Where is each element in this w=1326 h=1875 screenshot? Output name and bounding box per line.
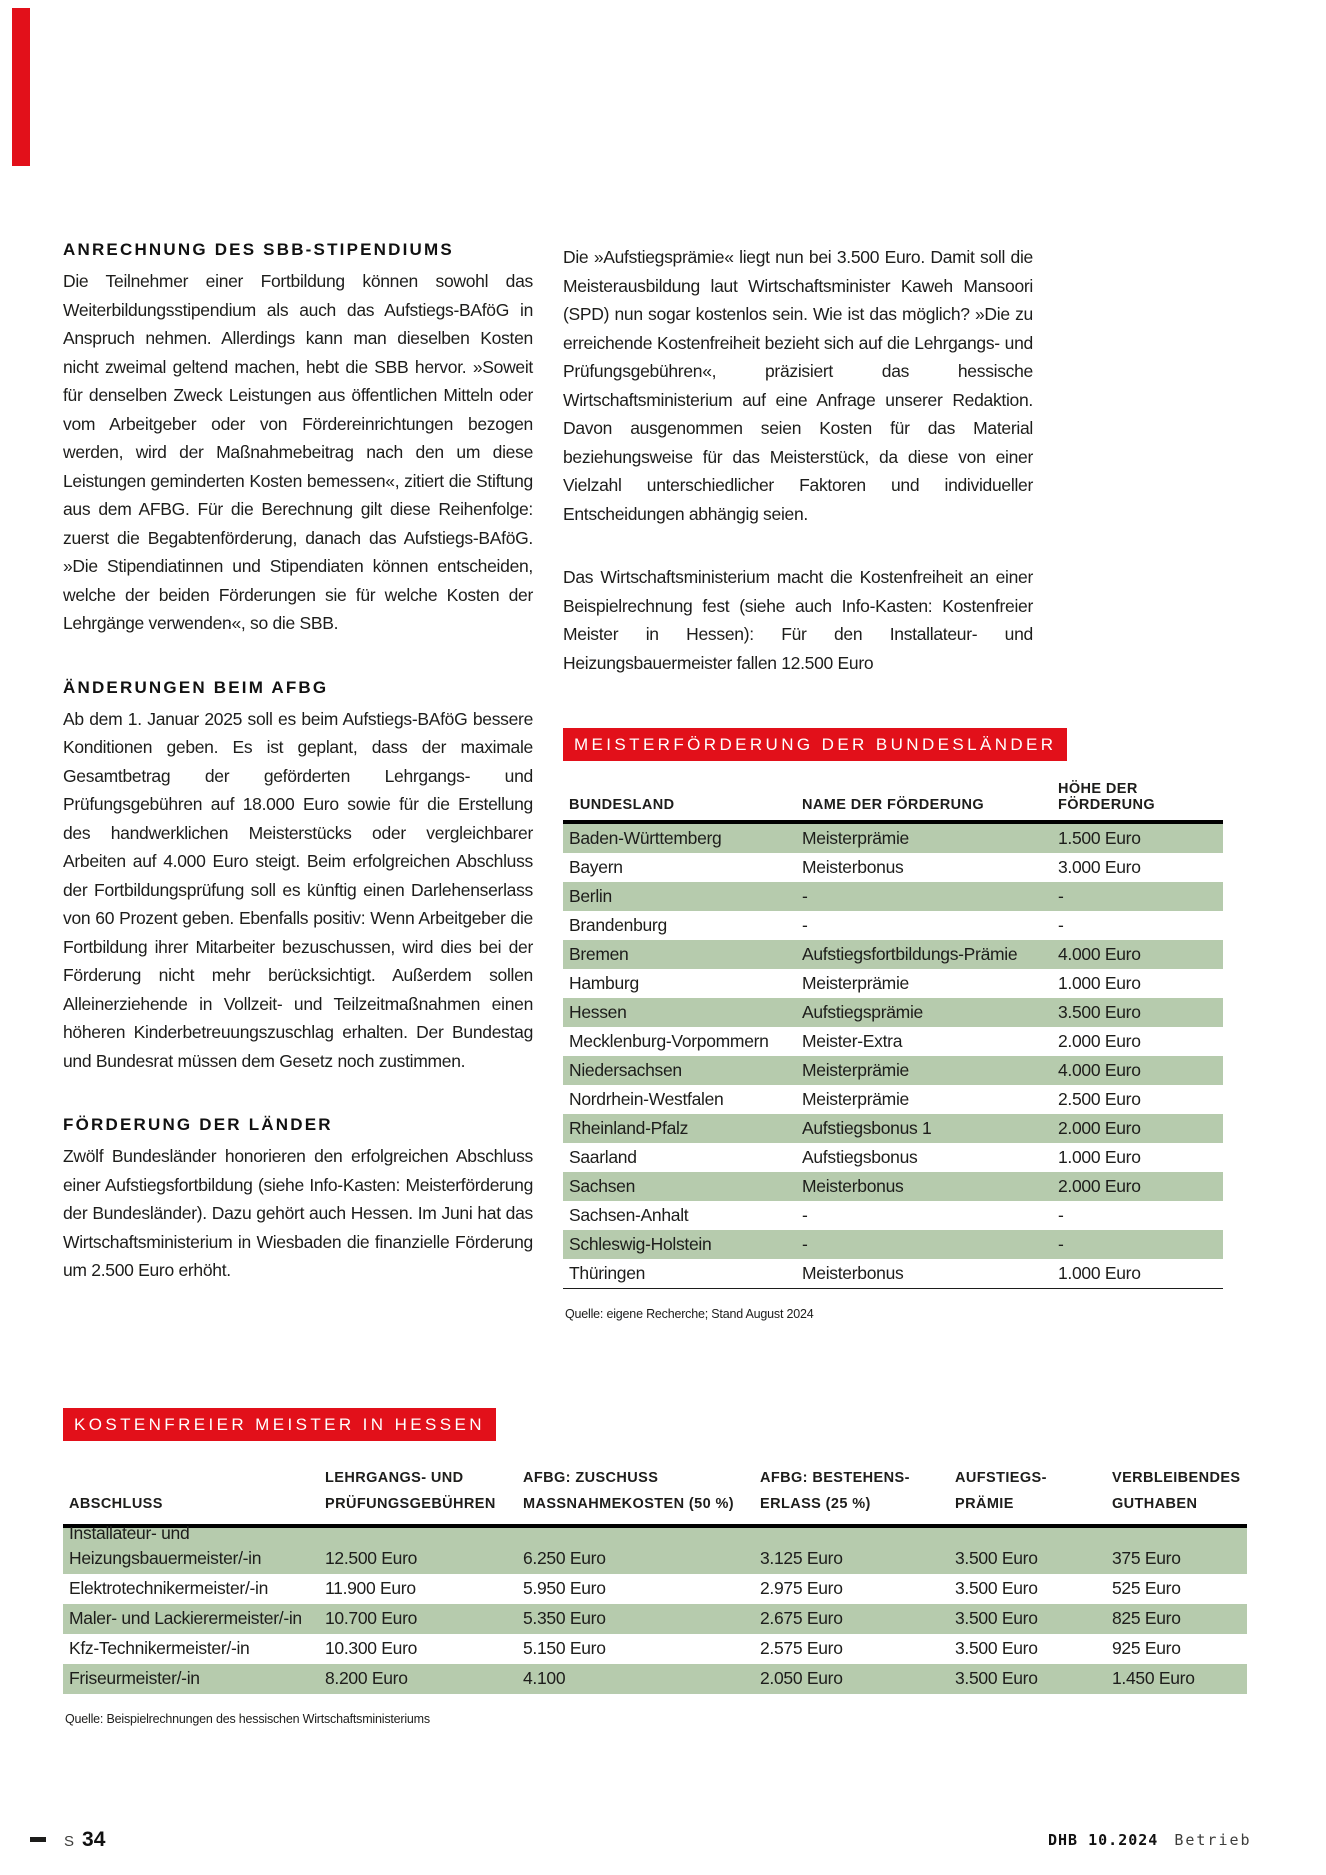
table-cell: 2.000 Euro — [1058, 1118, 1141, 1138]
table-cell: 1.500 Euro — [1058, 828, 1141, 848]
article-section — [63, 240, 533, 638]
article-section — [63, 678, 533, 1076]
table-row — [563, 1143, 1223, 1172]
table-cell: Kfz-Technikermeister/-in — [69, 1638, 250, 1658]
table-row — [563, 1172, 1223, 1201]
table-header-row — [563, 781, 1223, 824]
table-cell: 8.200 Euro — [325, 1668, 408, 1688]
table-cell: Berlin — [569, 886, 612, 906]
table-cell: Meisterbonus — [802, 1176, 904, 1196]
table-cell: Aufstiegsfortbildungs-Prämie — [802, 944, 1018, 964]
footer-section-label: Betrieb — [1174, 1831, 1252, 1849]
table-cell: - — [1058, 1234, 1064, 1254]
column-header: AFBG: ZUSCHUSS MASSNAHMEKOSTEN (50 %) — [523, 1470, 735, 1512]
table-cell: - — [1058, 915, 1064, 935]
table-source-note: Quelle: Beispielrechnungen des hessischen Wirtschaftsministeriums — [65, 1712, 430, 1726]
footer-page-value: 34 — [82, 1828, 106, 1851]
table-cell: Meisterprämie — [802, 1089, 909, 1109]
table-cell: Installateur- und Heizungsbauermeister/-in — [69, 1523, 262, 1568]
table-cell: Hessen — [569, 1002, 627, 1022]
section-heading: ANRECHNUNG DES SBB-STIPENDIUMS — [63, 240, 454, 259]
table-cell: Bremen — [569, 944, 629, 964]
table-row — [563, 1114, 1223, 1143]
table-cell: 1.000 Euro — [1058, 1263, 1141, 1283]
section-body: Die Teilnehmer einer Fortbildung können sowohl das Weiterbildungsstipendium als auch das Aufstiegs-BAföG in Anspruch nehmen. Allerdings kann man dieselben Kosten nicht zweimal geltend machen, hebt die SBB hervor. »Soweit für denselben Zweck Leistungen aus öffentlichen Mitteln oder vom Arbeitgeber oder von Fördereinrichtungen bezogen werden, wird der Maßnahmebeitrag nach den um diese Leistungen geminderten Kosten bemessen«, zitiert die Stiftung aus dem AFBG. Für die Berechnung gilt diese Reihenfolge: zuerst die Begabtenförderung, danach das Aufstiegs-BAföG. »Die Stipendiatinnen und Stipendiaten können entscheiden, welche der beiden Förderungen sie für welche Kosten der Lehrgänge verwenden«, so die SBB. — [63, 271, 533, 633]
table-cell: 3.000 Euro — [1058, 857, 1141, 877]
infobox-title-banner: KOSTENFREIER MEISTER IN HESSEN — [63, 1408, 496, 1441]
table-cell: Sachsen-Anhalt — [569, 1205, 689, 1225]
table-row — [63, 1523, 1247, 1574]
table-row — [563, 853, 1223, 882]
column-header: AFBG: BESTEHENS- ERLASS (25 %) — [760, 1470, 910, 1512]
table-cell: 825 Euro — [1112, 1608, 1181, 1628]
table-cell: Meisterprämie — [802, 973, 909, 993]
section-body: Die »Aufstiegsprämie« liegt nun bei 3.500 Euro. Damit soll die Meisterausbildung laut Wirtschaftsminister Kaweh Mansoori (SPD) nun sogar kostenlos sein. Wie ist das möglich? »Die zu erreichende Kostenfreiheit bezieht sich auf die Lehrgangs- und Prüfungsgebühren«, präzisiert das hessische Wirtschaftsministerium auf eine Anfrage unserer Redaktion. Davon ausgenommen seien Kosten für das Material beziehungsweise für das Meisterstück, da diese von einer Vielzahl unterschiedlicher Faktoren und individueller Entscheidungen abhängig seien. — [563, 247, 1033, 524]
section-heading: FÖRDERUNG DER LÄNDER — [63, 1115, 333, 1134]
table-cell: Meisterprämie — [802, 828, 909, 848]
table-cell: Aufstiegsbonus — [802, 1147, 918, 1167]
table-cell: 1.000 Euro — [1058, 973, 1141, 993]
table-cell: Elektrotechnikermeister/-in — [69, 1578, 269, 1598]
table-cell: 3.500 Euro — [955, 1668, 1038, 1688]
footer-issue-label: DHB 10.2024 — [1048, 1831, 1159, 1849]
table-cell: 2.500 Euro — [1058, 1089, 1141, 1109]
table-cell: Mecklenburg-Vorpommern — [569, 1031, 769, 1051]
article-section — [63, 1115, 533, 1285]
column-header: AUFSTIEGS- PRÄMIE — [955, 1470, 1047, 1512]
table-cell: 1.450 Euro — [1112, 1668, 1195, 1688]
table-cell: 925 Euro — [1112, 1638, 1181, 1658]
table-cell: 375 Euro — [1112, 1548, 1181, 1568]
table-cell: Baden-Württemberg — [569, 828, 722, 848]
table-cell: Schleswig-Holstein — [569, 1234, 712, 1254]
table-cell: Bayern — [569, 857, 623, 877]
table-cell: 1.000 Euro — [1058, 1147, 1141, 1167]
table-cell: 3.500 Euro — [1058, 1002, 1141, 1022]
table-cell: 3.500 Euro — [955, 1548, 1038, 1568]
table-cell: 5.150 Euro — [523, 1638, 606, 1658]
article-column-left — [63, 240, 533, 1325]
table-cell: 10.300 Euro — [325, 1638, 418, 1658]
table-cell: 2.050 Euro — [760, 1668, 843, 1688]
table-row — [563, 969, 1223, 998]
table-cell: Meister-Extra — [802, 1031, 903, 1051]
column-header: HÖHE DER FÖRDERUNG — [1058, 781, 1156, 813]
section-body: Ab dem 1. Januar 2025 soll es beim Aufstiegs-BAföG bessere Konditionen geben. Es ist geplant, dass der maximale Gesamtbetrag der geförderten Lehrgangs- und Prüfungsgebühren auf 18.000 Euro sowie für die Erstellung des handwerklichen Meisterstücks oder vergleichbarer Arbeiten auf 4.000 Euro steigt. Beim erfolgreichen Abschluss der Fortbildungsprüfung soll es künftig einen Darlehenserlass von 60 Prozent geben. Ebenfalls positiv: Wenn Arbeitgeber die Fortbildung ihrer Mitarbeiter bezuschussen, wird dies bei der Förderung nicht mehr berücksichtigt. Außerdem sollen Alleinerziehende in Vollzeit- und Teilzeitmaßnahmen einen höheren Kinderbetreuungszuschlag erhalten. Der Bundestag und Bundesrat müssen dem Gesetz noch zustimmen. — [63, 708, 533, 1071]
column-header: NAME DER FÖRDERUNG — [802, 797, 985, 813]
table-row — [63, 1574, 1247, 1604]
table-cell: - — [802, 886, 808, 906]
table-cell: Niedersachsen — [569, 1060, 682, 1080]
table-cell: 12.500 Euro — [325, 1548, 418, 1568]
table-row — [563, 824, 1223, 853]
column-header: VERBLEIBENDES GUTHABEN — [1112, 1470, 1241, 1512]
footer-dash-icon — [30, 1837, 46, 1842]
column-header: BUNDESLAND — [569, 797, 675, 813]
article-column-right — [563, 243, 1033, 712]
table-cell: 4.100 — [523, 1668, 566, 1688]
table-source-note: Quelle: eigene Recherche; Stand August 2024 — [565, 1307, 814, 1321]
section-body: Zwölf Bundesländer honorieren den erfolgreichen Abschluss einer Aufstiegsfortbildung (siehe Info-Kasten: Meisterförderung der Bundesländer). Dazu gehört auch Hessen. Im Juni hat das Wirtschaftsministerium in Wiesbaden die finanzielle Förderung um 2.500 Euro erhöht. — [63, 1146, 533, 1280]
table-cell: Rheinland-Pfalz — [569, 1118, 689, 1138]
table-cell: 5.350 Euro — [523, 1608, 606, 1628]
table-cell: 2.000 Euro — [1058, 1176, 1141, 1196]
table-row — [563, 1085, 1223, 1114]
table-header-row — [63, 1465, 1247, 1528]
table-cell: - — [802, 1205, 808, 1225]
table-cell: Nordrhein-Westfalen — [569, 1089, 724, 1109]
footer-page-number — [64, 1828, 105, 1852]
table-cell: 2.000 Euro — [1058, 1031, 1141, 1051]
table-cell: 3.500 Euro — [955, 1578, 1038, 1598]
infobox-title-banner: MEISTERFÖRDERUNG DER BUNDESLÄNDER — [563, 728, 1067, 761]
table-cell: 3.500 Euro — [955, 1638, 1038, 1658]
page-edge-marker — [12, 8, 30, 166]
table-row — [63, 1664, 1247, 1694]
table-row — [563, 1259, 1223, 1289]
table-row — [563, 1056, 1223, 1085]
table-row — [563, 911, 1223, 940]
section-heading: ÄNDERUNGEN BEIM AFBG — [63, 677, 329, 697]
table-row — [563, 882, 1223, 911]
table-cell: - — [802, 915, 808, 935]
table-cell: Saarland — [569, 1147, 637, 1167]
table-row — [563, 998, 1223, 1027]
table-cell: 4.000 Euro — [1058, 944, 1141, 964]
table-cell: Aufstiegsbonus 1 — [802, 1118, 932, 1138]
table-cell: Hamburg — [569, 973, 639, 993]
table-row — [563, 1027, 1223, 1056]
table-cell: - — [1058, 1205, 1064, 1225]
table-cell: 3.500 Euro — [955, 1608, 1038, 1628]
infobox-kostenfreier-meister — [63, 1408, 1247, 1726]
table-cell: 3.125 Euro — [760, 1548, 843, 1568]
table-cell: 2.975 Euro — [760, 1578, 843, 1598]
table-cell: 525 Euro — [1112, 1578, 1181, 1598]
table-row — [63, 1634, 1247, 1664]
footer-issue-info — [1048, 1831, 1252, 1849]
table-cell: 10.700 Euro — [325, 1608, 418, 1628]
table-cell: Sachsen — [569, 1176, 636, 1196]
table-cell: 5.950 Euro — [523, 1578, 606, 1598]
column-header: ABSCHLUSS — [69, 1496, 163, 1512]
table-cell: 2.575 Euro — [760, 1638, 843, 1658]
infobox-meisterfoerderung — [563, 728, 1223, 1321]
footer-page-prefix: S — [64, 1833, 76, 1850]
table-row — [63, 1604, 1247, 1634]
table-row — [563, 940, 1223, 969]
table-cell: 2.675 Euro — [760, 1608, 843, 1628]
table-cell: Aufstiegsprämie — [802, 1002, 923, 1022]
table-cell: Meisterprämie — [802, 1060, 909, 1080]
table-cell: Thüringen — [569, 1263, 646, 1283]
column-header: LEHRGANGS- UND PRÜFUNGSGEBÜHREN — [325, 1470, 496, 1512]
table-cell: - — [1058, 886, 1064, 906]
table-cell: - — [802, 1234, 808, 1254]
table-cell: Meisterbonus — [802, 857, 904, 877]
table-cell: Brandenburg — [569, 915, 667, 935]
table-cell: Friseurmeister/-in — [69, 1668, 200, 1688]
table-cell: 11.900 Euro — [325, 1578, 416, 1598]
table-row — [563, 1201, 1223, 1230]
table-cell: Maler- und Lackierermeister/-in — [69, 1608, 302, 1628]
table-row — [563, 1230, 1223, 1259]
table-cell: 4.000 Euro — [1058, 1060, 1141, 1080]
table-cell: 6.250 Euro — [523, 1548, 606, 1568]
table-cell: Meisterbonus — [802, 1263, 904, 1283]
section-body: Das Wirtschaftsministerium macht die Kostenfreiheit an einer Beispielrechnung fest (siehe auch Info-Kasten: Kostenfreier Meister in Hessen): Für den Installateur- und Heizungsbauermeister fallen 12.500 Euro — [563, 567, 1033, 673]
